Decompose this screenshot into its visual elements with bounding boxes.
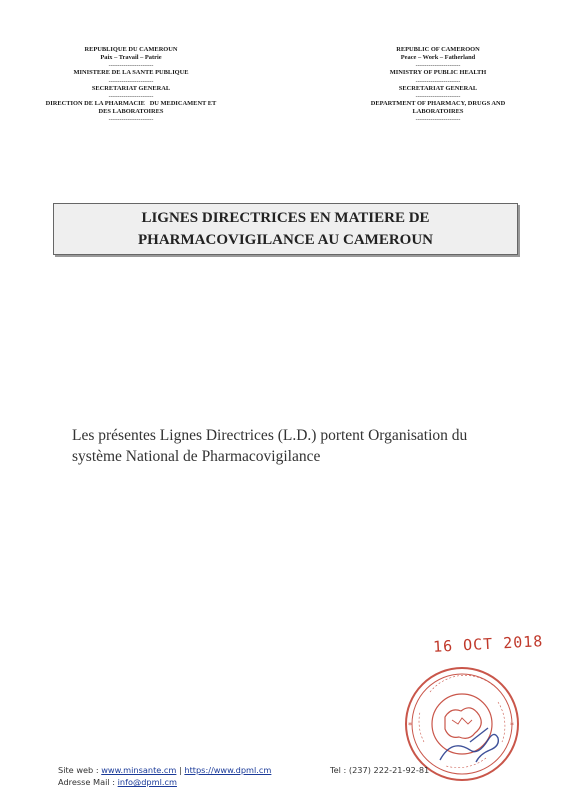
country-name-fr: REPUBLIQUE DU CAMEROUN bbox=[84, 46, 178, 53]
email-label: Adresse Mail : bbox=[58, 777, 118, 787]
secretariat-en: SECRETARIAT GENERAL bbox=[398, 84, 478, 92]
separator: --------------------- bbox=[415, 92, 461, 100]
document-title-line1: LIGNES DIRECTRICES EN MATIERE DE bbox=[141, 210, 430, 226]
secretariat-fr: SECRETARIAT GENERAL bbox=[91, 84, 171, 92]
phone-number: Tel : (237) 222-21-92-81 bbox=[330, 765, 430, 775]
ministry-fr: MINISTERE DE LA SANTE PUBLIQUE bbox=[73, 69, 189, 77]
separator: --------------------- bbox=[108, 116, 154, 124]
separator: --------------------- bbox=[415, 77, 461, 85]
document-title-line2: PHARMACOVIGILANCE AU CAMEROUN bbox=[138, 232, 433, 248]
header-right bbox=[338, 46, 538, 123]
website-link-minsante[interactable]: www.minsante.cm bbox=[101, 765, 177, 775]
separator: --------------------- bbox=[108, 62, 154, 70]
separator: --------------------- bbox=[415, 116, 461, 124]
motto-fr: Paix – Travail – Patrie bbox=[100, 54, 162, 62]
separator: --------------------- bbox=[108, 92, 154, 100]
department-en-line1: DEPARTMENT OF PHARMACY, DRUGS AND bbox=[370, 99, 506, 107]
department-en-line2: LABORATOIRES bbox=[412, 108, 464, 116]
website-line bbox=[58, 764, 271, 776]
svg-text:*: * bbox=[408, 721, 412, 730]
footer-phone bbox=[330, 764, 429, 776]
footer-contact-left bbox=[58, 764, 271, 788]
direction-fr-line2: DES LABORATOIRES bbox=[98, 108, 164, 116]
intro-line2: système National de Pharmacovigilance bbox=[72, 448, 321, 465]
country-name-en: REPUBLIC OF CAMEROON bbox=[396, 46, 480, 53]
motto-en: Peace – Work – Fatherland bbox=[400, 54, 476, 62]
svg-text:*: * bbox=[510, 721, 514, 730]
header-left bbox=[22, 46, 240, 123]
direction-fr-line1: DIRECTION DE LA PHARMACIE DU MEDICAMENT ET bbox=[45, 99, 217, 107]
date-stamp: 16 OCT 2018 bbox=[432, 632, 544, 656]
email-line bbox=[58, 776, 271, 788]
separator: --------------------- bbox=[415, 62, 461, 70]
website-label: Site web : bbox=[58, 765, 102, 775]
separator: --------------------- bbox=[108, 77, 154, 85]
ministry-en: MINISTRY OF PUBLIC HEALTH bbox=[389, 69, 487, 77]
intro-paragraph bbox=[72, 425, 542, 467]
document-title-box bbox=[53, 203, 518, 255]
email-link[interactable]: info@dpml.cm bbox=[117, 777, 177, 787]
website-link-dpml[interactable]: https://www.dpml.cm bbox=[184, 765, 272, 775]
intro-line1: Les présentes Lignes Directrices (L.D.) portent Organisation du bbox=[72, 427, 468, 444]
website-separator: | bbox=[176, 765, 185, 775]
